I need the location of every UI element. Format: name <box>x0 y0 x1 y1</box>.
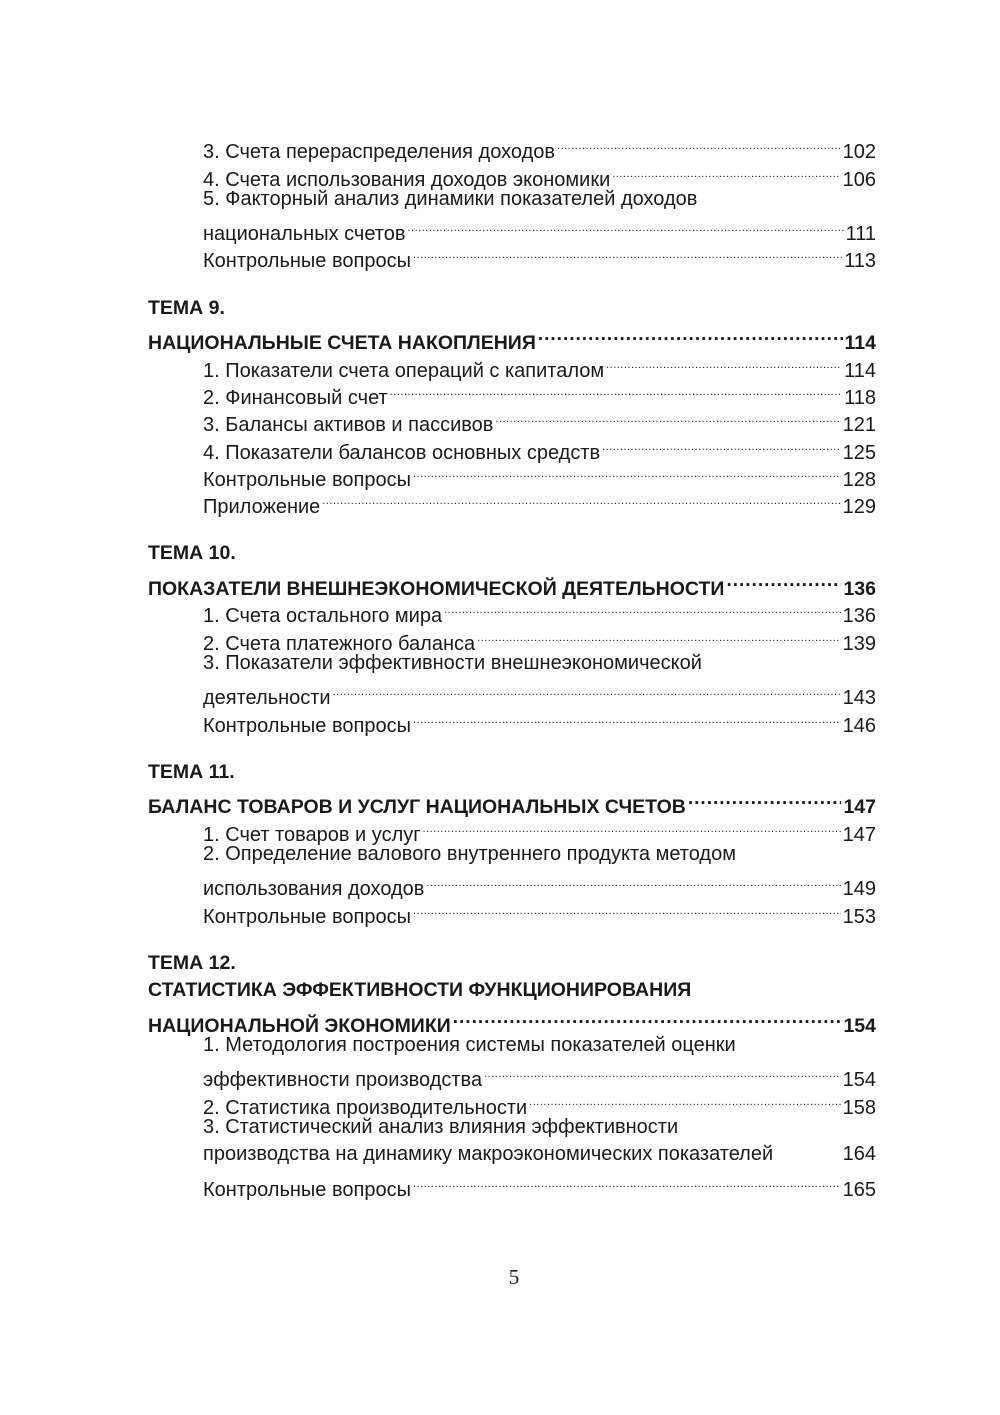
toc-entry <box>148 1032 876 1059</box>
toc-entry-title: деятельности <box>203 687 331 710</box>
dot-leader <box>426 868 840 895</box>
toc-entry-title: ТЕМА 9. <box>148 296 225 319</box>
toc-entry <box>148 213 876 246</box>
dot-leader <box>529 1086 840 1113</box>
toc-page-number: 114 <box>844 359 876 382</box>
dot-leader <box>413 895 841 922</box>
toc-entry-title: Контрольные вопросы <box>203 250 411 273</box>
toc-page-number: 125 <box>842 441 876 464</box>
toc-heading <box>148 950 876 977</box>
toc-page-number: 146 <box>842 714 876 737</box>
toc-page-number: 164 <box>842 1142 876 1165</box>
toc-entry-title: 2. Финансовый счет <box>203 386 388 409</box>
dot-leader <box>333 677 841 704</box>
toc-entry <box>148 868 876 901</box>
toc-entry-title: ТЕМА 12. <box>148 951 236 974</box>
dot-leader <box>688 786 842 813</box>
toc-entry-title: 1. Методология построения системы показателей оценки <box>203 1033 736 1056</box>
table-of-contents <box>148 131 876 1201</box>
toc-entry-title: Контрольные вопросы <box>203 905 411 928</box>
toc-page-number: 165 <box>842 1178 876 1201</box>
toc-entry-title: Приложение <box>203 496 321 519</box>
toc-heading <box>148 759 876 786</box>
dot-leader <box>612 158 840 185</box>
toc-page-number: 113 <box>844 250 876 273</box>
toc-heading <box>148 1005 876 1037</box>
toc-entry-title: ТЕМА 10. <box>148 542 236 565</box>
toc-entry-title: Контрольные вопросы <box>203 714 411 737</box>
toc-page-number: 114 <box>844 332 876 355</box>
toc-page-number: 158 <box>842 1096 876 1119</box>
toc-heading <box>148 786 876 819</box>
toc-entry-title: использования доходов <box>203 878 425 901</box>
toc-page-number: 147 <box>842 823 876 846</box>
page-number: 5 <box>508 1265 520 1289</box>
dot-leader <box>444 595 841 622</box>
dot-leader <box>413 704 841 731</box>
toc-page-number: 153 <box>842 905 876 928</box>
toc-entry-title: 2. Счета платежного баланса <box>203 632 476 655</box>
toc-page-number: 121 <box>842 414 876 437</box>
toc-page-number: 154 <box>843 1014 876 1037</box>
toc-entry-title: эффективности производства <box>203 1069 483 1092</box>
toc-entry <box>148 186 876 213</box>
toc-heading <box>148 322 876 355</box>
toc-entry-title: 5. Факторный анализ динамики показателей доходов <box>203 187 698 210</box>
toc-entry-title: 4. Счета использования доходов экономики <box>203 168 611 191</box>
toc-page-number: 129 <box>842 496 876 519</box>
toc-entry <box>148 677 876 710</box>
toc-entry-title: 2. Статистика производительности <box>203 1096 528 1119</box>
toc-page-number: 154 <box>842 1069 876 1092</box>
toc-page-number: 147 <box>843 796 876 819</box>
toc-entry-title: СТАТИСТИКА ЭФФЕКТИВНОСТИ ФУНКЦИОНИРОВАНИЯ <box>148 979 692 1002</box>
toc-entry <box>148 1141 876 1168</box>
toc-entry <box>148 1114 876 1141</box>
dot-leader <box>413 1168 841 1195</box>
dot-leader <box>413 459 841 486</box>
toc-page-number: 149 <box>842 878 876 901</box>
toc-page-number: 118 <box>844 386 876 409</box>
dot-leader <box>602 431 841 458</box>
toc-page-number: 136 <box>843 578 876 601</box>
toc-entry-title: 4. Показатели балансов основных средств <box>203 441 601 464</box>
dot-leader <box>484 1059 841 1086</box>
toc-entry-title: ТЕМА 11. <box>148 760 235 783</box>
toc-entry-title: 3. Статистический анализ влияния эффективности <box>203 1115 679 1138</box>
toc-entry-title: 1. Счета остального мира <box>203 605 443 628</box>
dot-leader <box>726 568 841 595</box>
toc-entry-title: 2. Определение валового внутреннего продукта методом <box>203 842 736 865</box>
dot-leader <box>423 813 841 840</box>
dot-leader <box>495 404 840 431</box>
toc-page-number: 102 <box>842 141 876 164</box>
toc-entry-title: национальных счетов <box>203 223 406 246</box>
toc-entry-title: 3. Балансы активов и пассивов <box>203 414 494 437</box>
toc-entry <box>148 1168 876 1201</box>
toc-entry-title: 1. Показатели счета операций с капиталом <box>203 359 605 382</box>
dot-leader <box>453 1005 842 1032</box>
toc-entry-title: 3. Счета перераспределения доходов <box>203 141 556 164</box>
toc-entry <box>148 650 876 677</box>
dot-leader <box>413 240 842 267</box>
toc-heading <box>148 295 876 322</box>
toc-entry-title: НАЦИОНАЛЬНОЙ ЭКОНОМИКИ <box>148 1014 451 1037</box>
toc-entry <box>148 131 876 164</box>
toc-entry-title: Контрольные вопросы <box>203 468 411 491</box>
dot-leader <box>477 622 840 649</box>
dot-leader <box>606 349 842 376</box>
toc-page-number: 111 <box>845 223 876 246</box>
toc-entry <box>148 1059 876 1092</box>
toc-entry-title: производства на динамику макроэкономических показателей <box>203 1142 774 1165</box>
toc-entry-title: ПОКАЗАТЕЛИ ВНЕШНЕЭКОНОМИЧЕСКОЙ ДЕЯТЕЛЬНОСТИ <box>148 578 725 601</box>
toc-page-number: 128 <box>842 468 876 491</box>
toc-entry <box>148 841 876 868</box>
toc-page-number: 106 <box>842 168 876 191</box>
toc-entry-title: БАЛАНС ТОВАРОВ И УСЛУГ НАЦИОНАЛЬНЫХ СЧЕТОВ <box>148 796 686 819</box>
toc-page-number: 139 <box>842 632 876 655</box>
toc-heading <box>148 977 876 1004</box>
toc-entry-title: Контрольные вопросы <box>203 1178 411 1201</box>
toc-entry-title: 3. Показатели эффективности внешнеэкономической <box>203 651 702 674</box>
toc-heading <box>148 540 876 567</box>
toc-heading <box>148 568 876 601</box>
toc-entry-title: 1. Счет товаров и услуг <box>203 823 421 846</box>
dot-leader <box>390 377 842 404</box>
toc-page-number: 143 <box>842 687 876 710</box>
dot-leader <box>538 322 843 349</box>
dot-leader <box>557 131 841 158</box>
dot-leader <box>322 486 840 513</box>
toc-entry-title: НАЦИОНАЛЬНЫЕ СЧЕТА НАКОПЛЕНИЯ <box>148 332 536 355</box>
toc-page-number: 136 <box>842 605 876 628</box>
dot-leader <box>408 213 844 240</box>
